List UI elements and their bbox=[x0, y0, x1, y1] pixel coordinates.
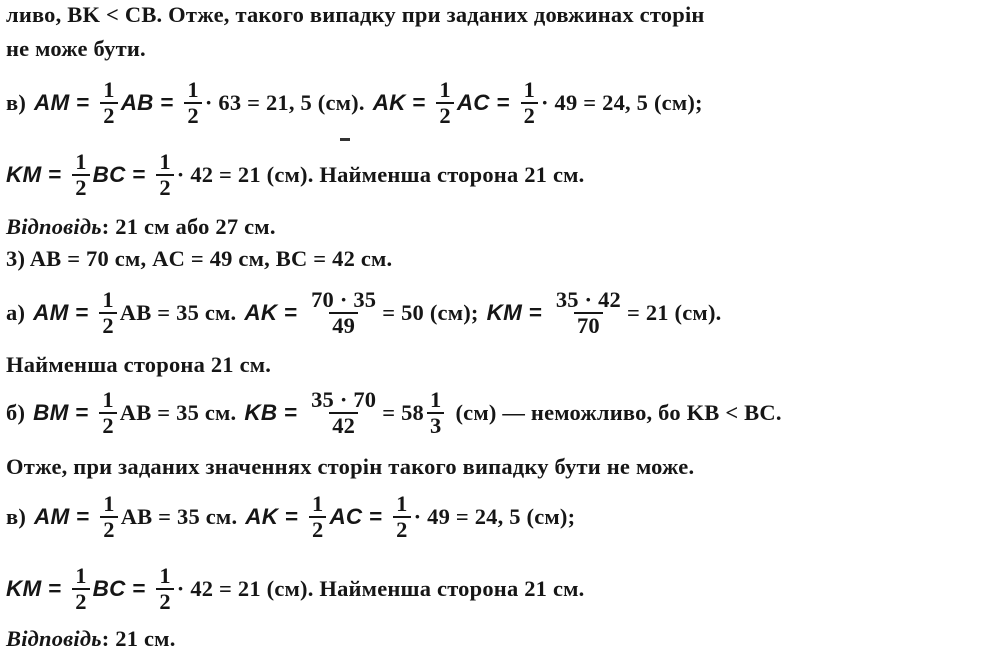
fraction bbox=[427, 388, 444, 437]
text-line-1 bbox=[6, 2, 705, 28]
answer-text: : 21 см. bbox=[101, 626, 176, 651]
answer-label: Відповідь bbox=[6, 214, 102, 239]
fraction-numerator: 1 bbox=[311, 491, 324, 516]
formula-text: · 49 = 24, 5 (см); bbox=[541, 89, 703, 115]
formula-text: AM = bbox=[33, 299, 89, 325]
item-label: б) bbox=[6, 399, 26, 425]
formula-text: BC = bbox=[92, 161, 146, 187]
formula-text: KM = bbox=[6, 161, 62, 187]
fraction-denominator: 70 bbox=[574, 312, 603, 338]
fraction-denominator: 2 bbox=[72, 588, 89, 614]
fraction bbox=[521, 78, 538, 127]
fraction bbox=[100, 78, 117, 127]
fraction-denominator: 2 bbox=[99, 312, 116, 338]
fraction-numerator: 1 bbox=[396, 491, 408, 516]
fraction-denominator: 2 bbox=[156, 588, 173, 614]
formula-text: AC = bbox=[329, 503, 383, 529]
formula-text: BM = bbox=[33, 399, 89, 425]
formula-text: AB = 35 см. bbox=[119, 399, 237, 425]
solution-line-km2 bbox=[6, 564, 585, 613]
fraction-denominator: 49 bbox=[329, 312, 358, 338]
fraction-numerator: 1 bbox=[430, 387, 442, 412]
formula-text: = 58 bbox=[382, 399, 424, 425]
text-line-conclusion bbox=[6, 454, 694, 480]
fraction-numerator: 35 · 42 bbox=[555, 287, 621, 312]
fraction-numerator: 1 bbox=[523, 77, 536, 102]
formula-text: BC = bbox=[92, 575, 146, 601]
fraction bbox=[99, 388, 116, 437]
fraction-denominator: 2 bbox=[72, 174, 89, 200]
fraction-numerator: 1 bbox=[75, 149, 87, 174]
answer-line-1 bbox=[6, 214, 276, 240]
answer-label: Відповідь bbox=[6, 626, 102, 651]
fraction-numerator: 1 bbox=[103, 77, 115, 102]
formula-text: · 63 = 21, 5 (см). bbox=[204, 89, 365, 115]
fraction-numerator: 35 · 70 bbox=[311, 387, 377, 412]
solution-line-v bbox=[6, 78, 703, 127]
fraction bbox=[156, 150, 173, 199]
answer-text: : 21 см або 27 см. bbox=[101, 214, 276, 239]
solution-line-a bbox=[6, 288, 721, 337]
formula-text: · 42 = 21 (см). Найменша сторона 21 см. bbox=[176, 575, 585, 601]
fraction-numerator: 70 · 35 bbox=[311, 287, 377, 312]
mixed-number bbox=[382, 388, 447, 437]
formula-text: · 49 = 24, 5 (см); bbox=[413, 503, 576, 529]
formula-text: AC = bbox=[456, 89, 510, 115]
fraction-denominator: 2 bbox=[393, 516, 410, 542]
sentence-text: не може бути. bbox=[6, 36, 146, 61]
fraction-numerator: 1 bbox=[439, 77, 451, 102]
answer-line-2 bbox=[6, 626, 176, 652]
fraction bbox=[308, 288, 379, 337]
fraction-denominator: 2 bbox=[99, 412, 116, 438]
formula-text: AK = bbox=[372, 89, 426, 115]
formula-text: = 50 (см); bbox=[382, 299, 479, 325]
formula-text: KB = bbox=[244, 399, 298, 425]
fraction-numerator: 1 bbox=[187, 77, 199, 102]
solution-line-b bbox=[6, 388, 782, 437]
text-line-smallest bbox=[6, 352, 271, 378]
formula-text: KM = bbox=[6, 575, 62, 601]
fraction bbox=[156, 564, 173, 613]
solution-line-v2 bbox=[6, 492, 575, 541]
item-label: а) bbox=[6, 299, 26, 325]
sentence-text: ливо, BK < CB. Отже, такого випадку при заданих довжинах сторін bbox=[6, 2, 705, 27]
problem-text: 3) AB = 70 см, AC = 49 см, BC = 42 см. bbox=[6, 246, 393, 271]
fraction bbox=[553, 288, 624, 337]
fraction-denominator: 2 bbox=[100, 102, 117, 128]
item-label: в) bbox=[6, 503, 27, 529]
formula-text: AB = bbox=[120, 89, 174, 115]
fraction-denominator: 2 bbox=[521, 102, 538, 128]
fraction-denominator: 2 bbox=[156, 174, 173, 200]
fraction-numerator: 1 bbox=[159, 563, 171, 588]
print-mark bbox=[340, 138, 350, 141]
formula-text: = 21 (см). bbox=[626, 299, 722, 325]
formula-text: AK = bbox=[244, 299, 298, 325]
formula-text: KM = bbox=[486, 299, 542, 325]
fraction bbox=[72, 150, 89, 199]
fraction-denominator: 2 bbox=[100, 516, 117, 542]
fraction bbox=[184, 78, 201, 127]
sentence-text: Найменша сторона 21 см. bbox=[6, 352, 272, 377]
fraction-denominator: 2 bbox=[436, 102, 453, 128]
formula-text: AM = bbox=[34, 503, 90, 529]
formula-text: AB = 35 см. bbox=[120, 503, 238, 529]
fraction-numerator: 1 bbox=[102, 287, 114, 312]
item-label: в) bbox=[6, 89, 27, 115]
fraction bbox=[99, 288, 116, 337]
fraction-denominator: 2 bbox=[184, 102, 201, 128]
text-line-2 bbox=[6, 36, 146, 62]
formula-text: AK = bbox=[245, 503, 298, 529]
formula-text: AB = 35 см. bbox=[119, 299, 237, 325]
sentence-text: Отже, при заданих значеннях сторін такого випадку бути не може. bbox=[6, 454, 695, 479]
fraction-numerator: 1 bbox=[102, 387, 114, 412]
fraction-numerator: 1 bbox=[103, 491, 115, 516]
fraction bbox=[309, 492, 326, 541]
fraction-numerator: 1 bbox=[159, 149, 171, 174]
fraction-denominator: 42 bbox=[329, 412, 358, 438]
fraction bbox=[72, 564, 89, 613]
fraction-denominator: 3 bbox=[427, 412, 444, 438]
formula-text: · 42 = 21 (см). Найменша сторона 21 см. bbox=[176, 161, 585, 187]
fraction bbox=[436, 78, 453, 127]
fraction bbox=[393, 492, 410, 541]
fraction bbox=[100, 492, 117, 541]
problem-line-3 bbox=[6, 246, 392, 272]
formula-text: (см) — неможливо, бо KB < BC. bbox=[455, 399, 782, 425]
fraction-denominator: 2 bbox=[309, 516, 326, 542]
formula-text: AM = bbox=[34, 89, 90, 115]
fraction-numerator: 1 bbox=[75, 563, 87, 588]
fraction bbox=[308, 388, 379, 437]
solution-line-km bbox=[6, 150, 585, 199]
